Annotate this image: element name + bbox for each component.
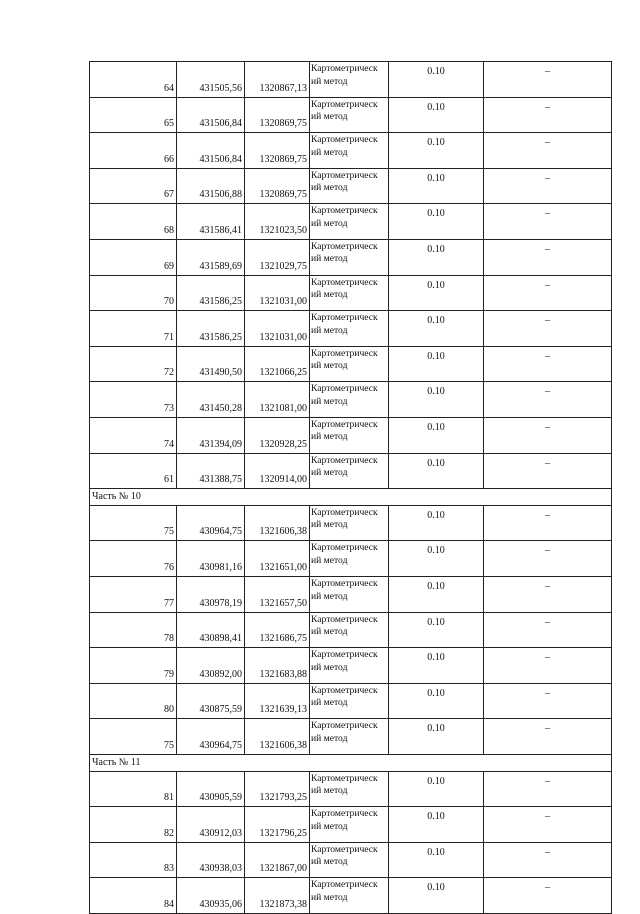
accuracy-cell: 0.10 bbox=[389, 719, 484, 755]
part-title: Часть № 10 bbox=[90, 489, 612, 506]
method-cell: Картометрическ ий метод bbox=[310, 878, 389, 914]
table-row bbox=[90, 133, 612, 169]
y-coordinate-cell: 1321031,00 bbox=[245, 275, 310, 311]
point-number-cell: 68 bbox=[90, 204, 177, 240]
table-row bbox=[90, 346, 612, 382]
method-cell: Картометрическ ий метод bbox=[310, 541, 389, 577]
note-cell: – bbox=[484, 62, 612, 98]
note-cell: – bbox=[484, 239, 612, 275]
x-coordinate-cell: 431394,09 bbox=[177, 417, 245, 453]
point-number-cell: 72 bbox=[90, 346, 177, 382]
note-cell: – bbox=[484, 346, 612, 382]
method-cell: Картометрическ ий метод bbox=[310, 346, 389, 382]
point-number-cell: 84 bbox=[90, 878, 177, 914]
x-coordinate-cell: 430912,03 bbox=[177, 807, 245, 843]
table-row bbox=[90, 453, 612, 489]
point-number-cell: 82 bbox=[90, 807, 177, 843]
method-cell: Картометрическ ий метод bbox=[310, 275, 389, 311]
accuracy-cell: 0.10 bbox=[389, 453, 484, 489]
accuracy-cell: 0.10 bbox=[389, 878, 484, 914]
note-cell: – bbox=[484, 204, 612, 240]
x-coordinate-cell: 430938,03 bbox=[177, 842, 245, 878]
accuracy-cell: 0.10 bbox=[389, 346, 484, 382]
x-coordinate-cell: 431589,69 bbox=[177, 239, 245, 275]
accuracy-cell: 0.10 bbox=[389, 577, 484, 613]
table-row bbox=[90, 541, 612, 577]
y-coordinate-cell: 1320869,75 bbox=[245, 133, 310, 169]
note-cell: – bbox=[484, 168, 612, 204]
x-coordinate-cell: 430892,00 bbox=[177, 648, 245, 684]
y-coordinate-cell: 1320914,00 bbox=[245, 453, 310, 489]
accuracy-cell: 0.10 bbox=[389, 417, 484, 453]
point-number-cell: 74 bbox=[90, 417, 177, 453]
point-number-cell: 65 bbox=[90, 97, 177, 133]
note-cell: – bbox=[484, 683, 612, 719]
point-number-cell: 67 bbox=[90, 168, 177, 204]
accuracy-cell: 0.10 bbox=[389, 168, 484, 204]
accuracy-cell: 0.10 bbox=[389, 133, 484, 169]
method-cell: Картометрическ ий метод bbox=[310, 239, 389, 275]
accuracy-cell: 0.10 bbox=[389, 505, 484, 541]
table-row bbox=[90, 311, 612, 347]
method-cell: Картометрическ ий метод bbox=[310, 382, 389, 418]
y-coordinate-cell: 1321651,00 bbox=[245, 541, 310, 577]
coordinates-sheet bbox=[89, 61, 611, 914]
note-cell: – bbox=[484, 648, 612, 684]
x-coordinate-cell: 431506,88 bbox=[177, 168, 245, 204]
x-coordinate-cell: 430981,16 bbox=[177, 541, 245, 577]
y-coordinate-cell: 1321639,13 bbox=[245, 683, 310, 719]
note-cell: – bbox=[484, 505, 612, 541]
y-coordinate-cell: 1321029,75 bbox=[245, 239, 310, 275]
y-coordinate-cell: 1320869,75 bbox=[245, 168, 310, 204]
x-coordinate-cell: 431388,75 bbox=[177, 453, 245, 489]
y-coordinate-cell: 1320867,13 bbox=[245, 62, 310, 98]
table-row bbox=[90, 382, 612, 418]
note-cell: – bbox=[484, 311, 612, 347]
method-cell: Картометрическ ий метод bbox=[310, 453, 389, 489]
y-coordinate-cell: 1321867,00 bbox=[245, 842, 310, 878]
table-row bbox=[90, 204, 612, 240]
accuracy-cell: 0.10 bbox=[389, 62, 484, 98]
y-coordinate-cell: 1321606,38 bbox=[245, 719, 310, 755]
point-number-cell: 75 bbox=[90, 719, 177, 755]
x-coordinate-cell: 431586,25 bbox=[177, 275, 245, 311]
method-cell: Картометрическ ий метод bbox=[310, 771, 389, 807]
accuracy-cell: 0.10 bbox=[389, 239, 484, 275]
point-number-cell: 61 bbox=[90, 453, 177, 489]
table-row bbox=[90, 842, 612, 878]
method-cell: Картометрическ ий метод bbox=[310, 133, 389, 169]
x-coordinate-cell: 431586,41 bbox=[177, 204, 245, 240]
x-coordinate-cell: 431505,56 bbox=[177, 62, 245, 98]
note-cell: – bbox=[484, 541, 612, 577]
point-number-cell: 83 bbox=[90, 842, 177, 878]
accuracy-cell: 0.10 bbox=[389, 311, 484, 347]
x-coordinate-cell: 431506,84 bbox=[177, 97, 245, 133]
point-number-cell: 70 bbox=[90, 275, 177, 311]
y-coordinate-cell: 1321023,50 bbox=[245, 204, 310, 240]
x-coordinate-cell: 430978,19 bbox=[177, 577, 245, 613]
table-row bbox=[90, 771, 612, 807]
point-number-cell: 64 bbox=[90, 62, 177, 98]
y-coordinate-cell: 1321683,88 bbox=[245, 648, 310, 684]
point-number-cell: 81 bbox=[90, 771, 177, 807]
table-row bbox=[90, 239, 612, 275]
point-number-cell: 71 bbox=[90, 311, 177, 347]
method-cell: Картометрическ ий метод bbox=[310, 648, 389, 684]
x-coordinate-cell: 430875,59 bbox=[177, 683, 245, 719]
method-cell: Картометрическ ий метод bbox=[310, 505, 389, 541]
note-cell: – bbox=[484, 612, 612, 648]
method-cell: Картометрическ ий метод bbox=[310, 719, 389, 755]
method-cell: Картометрическ ий метод bbox=[310, 168, 389, 204]
point-number-cell: 69 bbox=[90, 239, 177, 275]
y-coordinate-cell: 1321031,00 bbox=[245, 311, 310, 347]
y-coordinate-cell: 1321657,50 bbox=[245, 577, 310, 613]
table-row bbox=[90, 612, 612, 648]
note-cell: – bbox=[484, 453, 612, 489]
note-cell: – bbox=[484, 133, 612, 169]
y-coordinate-cell: 1321066,25 bbox=[245, 346, 310, 382]
accuracy-cell: 0.10 bbox=[389, 771, 484, 807]
x-coordinate-cell: 430935,06 bbox=[177, 878, 245, 914]
x-coordinate-cell: 430905,59 bbox=[177, 771, 245, 807]
point-number-cell: 75 bbox=[90, 505, 177, 541]
note-cell: – bbox=[484, 382, 612, 418]
accuracy-cell: 0.10 bbox=[389, 612, 484, 648]
accuracy-cell: 0.10 bbox=[389, 842, 484, 878]
x-coordinate-cell: 430964,75 bbox=[177, 505, 245, 541]
note-cell: – bbox=[484, 719, 612, 755]
accuracy-cell: 0.10 bbox=[389, 541, 484, 577]
accuracy-cell: 0.10 bbox=[389, 382, 484, 418]
table-row bbox=[90, 417, 612, 453]
x-coordinate-cell: 431506,84 bbox=[177, 133, 245, 169]
x-coordinate-cell: 431490,50 bbox=[177, 346, 245, 382]
method-cell: Картометрическ ий метод bbox=[310, 683, 389, 719]
point-number-cell: 76 bbox=[90, 541, 177, 577]
point-number-cell: 66 bbox=[90, 133, 177, 169]
point-number-cell: 78 bbox=[90, 612, 177, 648]
y-coordinate-cell: 1321606,38 bbox=[245, 505, 310, 541]
note-cell: – bbox=[484, 842, 612, 878]
method-cell: Картометрическ ий метод bbox=[310, 417, 389, 453]
method-cell: Картометрическ ий метод bbox=[310, 807, 389, 843]
accuracy-cell: 0.10 bbox=[389, 648, 484, 684]
y-coordinate-cell: 1321793,25 bbox=[245, 771, 310, 807]
method-cell: Картометрическ ий метод bbox=[310, 204, 389, 240]
y-coordinate-cell: 1321873,38 bbox=[245, 878, 310, 914]
point-number-cell: 79 bbox=[90, 648, 177, 684]
table-row bbox=[90, 168, 612, 204]
method-cell: Картометрическ ий метод bbox=[310, 311, 389, 347]
table-row bbox=[90, 97, 612, 133]
method-cell: Картометрическ ий метод bbox=[310, 577, 389, 613]
note-cell: – bbox=[484, 807, 612, 843]
table-row bbox=[90, 807, 612, 843]
note-cell: – bbox=[484, 275, 612, 311]
note-cell: – bbox=[484, 771, 612, 807]
part-header-row bbox=[90, 489, 612, 506]
x-coordinate-cell: 430964,75 bbox=[177, 719, 245, 755]
table-row bbox=[90, 648, 612, 684]
accuracy-cell: 0.10 bbox=[389, 807, 484, 843]
note-cell: – bbox=[484, 417, 612, 453]
note-cell: – bbox=[484, 577, 612, 613]
point-number-cell: 80 bbox=[90, 683, 177, 719]
y-coordinate-cell: 1320869,75 bbox=[245, 97, 310, 133]
y-coordinate-cell: 1320928,25 bbox=[245, 417, 310, 453]
coordinates-table bbox=[89, 61, 612, 914]
note-cell: – bbox=[484, 97, 612, 133]
method-cell: Картометрическ ий метод bbox=[310, 842, 389, 878]
accuracy-cell: 0.10 bbox=[389, 97, 484, 133]
method-cell: Картометрическ ий метод bbox=[310, 97, 389, 133]
x-coordinate-cell: 431586,25 bbox=[177, 311, 245, 347]
x-coordinate-cell: 430898,41 bbox=[177, 612, 245, 648]
y-coordinate-cell: 1321796,25 bbox=[245, 807, 310, 843]
point-number-cell: 73 bbox=[90, 382, 177, 418]
y-coordinate-cell: 1321081,00 bbox=[245, 382, 310, 418]
accuracy-cell: 0.10 bbox=[389, 204, 484, 240]
x-coordinate-cell: 431450,28 bbox=[177, 382, 245, 418]
accuracy-cell: 0.10 bbox=[389, 683, 484, 719]
table-row bbox=[90, 719, 612, 755]
point-number-cell: 77 bbox=[90, 577, 177, 613]
table-row bbox=[90, 275, 612, 311]
table-row bbox=[90, 62, 612, 98]
accuracy-cell: 0.10 bbox=[389, 275, 484, 311]
table-row bbox=[90, 505, 612, 541]
method-cell: Картометрическ ий метод bbox=[310, 612, 389, 648]
y-coordinate-cell: 1321686,75 bbox=[245, 612, 310, 648]
part-header-row bbox=[90, 754, 612, 771]
table-row bbox=[90, 683, 612, 719]
table-row bbox=[90, 577, 612, 613]
method-cell: Картометрическ ий метод bbox=[310, 62, 389, 98]
note-cell: – bbox=[484, 878, 612, 914]
table-row bbox=[90, 878, 612, 914]
part-title: Часть № 11 bbox=[90, 754, 612, 771]
